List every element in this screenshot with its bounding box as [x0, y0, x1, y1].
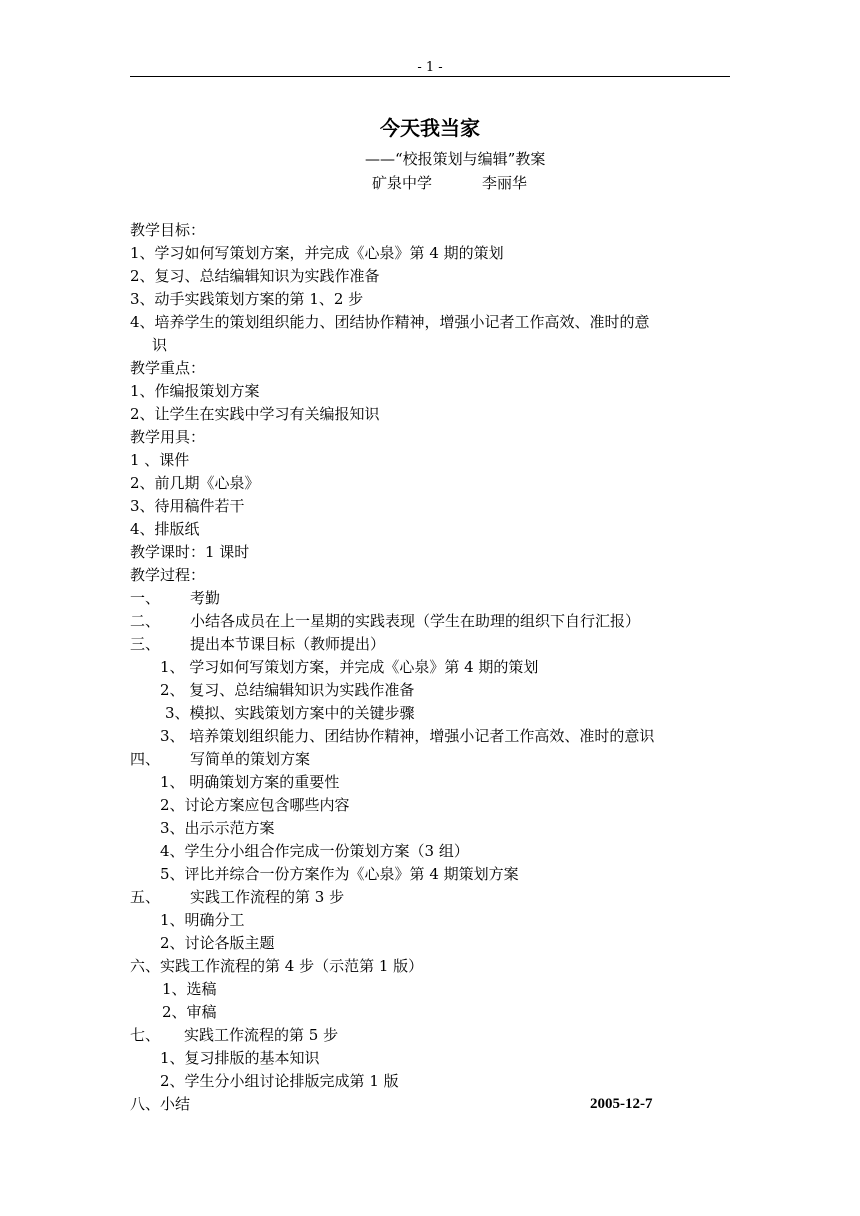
- document-title: 今天我当家: [380, 116, 480, 140]
- sub-item: 3、出示示范方案: [160, 819, 275, 837]
- sub-item: 1、选稿: [162, 980, 217, 998]
- sub-item: 2、讨论各版主题: [160, 934, 275, 952]
- step-number: 四、: [130, 750, 161, 768]
- sub-item: 2、讨论方案应包含哪些内容: [160, 796, 350, 814]
- list-item: 2、复习、总结编辑知识为实践作准备: [130, 267, 380, 285]
- step-number: 七、: [130, 1026, 161, 1044]
- sub-item: 5、评比并综合一份方案作为《心泉》第 4 期策划方案: [160, 865, 519, 883]
- step-number: 一、: [130, 589, 161, 607]
- process-step: [130, 587, 740, 610]
- sub-item: 2、审稿: [162, 1003, 217, 1021]
- step-number: 三、: [130, 635, 161, 653]
- process-step: [130, 1093, 740, 1116]
- header-rule: [130, 76, 730, 77]
- step-text: 考勤: [190, 589, 221, 607]
- list-item: 3、待用稿件若干: [130, 497, 245, 515]
- list-item: 2、让学生在实践中学习有关编报知识: [130, 405, 380, 423]
- list-item: 4、排版纸: [130, 520, 200, 538]
- step-text: 实践工作流程的第 3 步: [190, 888, 345, 906]
- sub-item: 1、 学习如何写策划方案，并完成《心泉》第 4 期的策划: [160, 658, 539, 676]
- process-step: [130, 633, 740, 656]
- process-step: [130, 1024, 740, 1047]
- step-text: 小结各成员在上一星期的实践表现（学生在助理的组织下自行汇报）: [190, 612, 641, 630]
- sub-item: 1、复习排版的基本知识: [160, 1049, 320, 1067]
- list-item-continuation: 识: [152, 336, 168, 354]
- process-step: 六、实践工作流程的第 4 步（示范第 1 版）: [130, 957, 424, 975]
- list-item: 2、前几期《心泉》: [130, 474, 260, 492]
- document-subtitle: ——“校报策划与编辑”教案: [365, 150, 546, 168]
- process-step: [130, 886, 740, 909]
- section-heading: 教学过程：: [130, 566, 206, 584]
- process-step: [130, 748, 740, 771]
- author-name: 李丽华: [482, 174, 528, 192]
- school-name: 矿泉中学: [372, 174, 433, 192]
- list-item: 4、培养学生的策划组织能力、团结协作精神，增强小记者工作高效、准时的意: [130, 313, 650, 331]
- process-step: [130, 610, 740, 633]
- list-item: 1 、课件: [130, 451, 190, 469]
- section-heading: 教学用具：: [130, 428, 206, 446]
- list-item: 1、学习如何写策划方案，并完成《心泉》第 4 期的策划: [130, 244, 504, 262]
- document-date: 2005-12-7: [590, 1096, 653, 1112]
- page-number: - 1 -: [417, 60, 443, 75]
- step-text: 提出本节课目标（教师提出）: [190, 635, 386, 653]
- section-heading: 教学重点：: [130, 359, 206, 377]
- sub-item: 1、明确分工: [160, 911, 245, 929]
- sub-item: 4、学生分小组合作完成一份策划方案（3 组）: [160, 842, 469, 860]
- sub-item: 2、学生分小组讨论排版完成第 1 版: [160, 1072, 399, 1090]
- sub-item: 2、 复习、总结编辑知识为实践作准备: [160, 681, 415, 699]
- author-line: [372, 172, 527, 194]
- step-text: 写简单的策划方案: [190, 750, 311, 768]
- sub-item: 3、模拟、实践策划方案中的关键步骤: [165, 704, 415, 722]
- lesson-plan-body: [130, 219, 740, 1116]
- section-heading: 教学目标：: [130, 221, 206, 239]
- list-item: 1、作编报策划方案: [130, 382, 260, 400]
- sub-item: 1、 明确策划方案的重要性: [160, 773, 340, 791]
- step-text: 实践工作流程的第 5 步: [184, 1026, 339, 1044]
- step-text: 八、小结: [130, 1095, 191, 1113]
- step-number: 五、: [130, 888, 161, 906]
- sub-item: 3、 培养策划组织能力、团结协作精神，增强小记者工作高效、准时的意识: [160, 727, 655, 745]
- step-number: 二、: [130, 612, 161, 630]
- section-heading: 教学课时：1 课时: [130, 543, 250, 561]
- list-item: 3、动手实践策划方案的第 1、2 步: [130, 290, 364, 308]
